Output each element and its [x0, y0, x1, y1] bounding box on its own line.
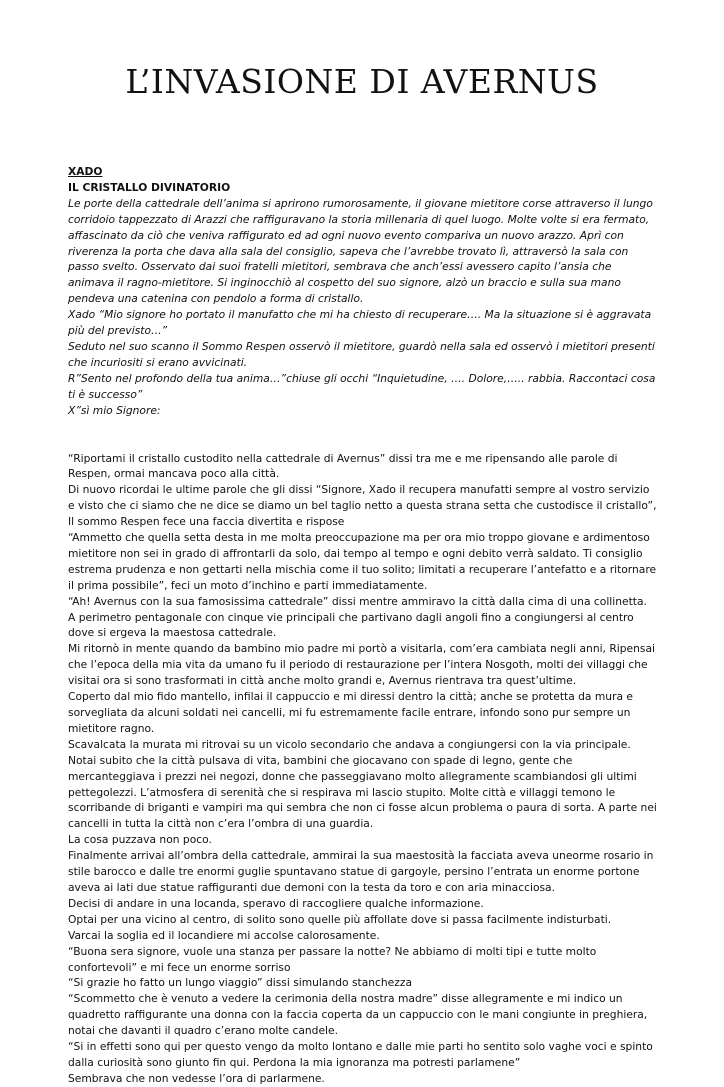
document-title: L’INVASIONE DI AVERNUS	[125, 62, 599, 101]
narrative-paragraph: “Scommetto che è venuto a vedere la cerimonia della nostra madre” disse allegramente e mi indico un quadretto raffigurante una donna con la faccia coperta da un cappuccio con le mani congiunte in preghiera, notai che davanti il quadro c’erano molte candele.	[68, 992, 648, 1038]
narrative-paragraph: “Si grazie ho fatto un lungo viaggio” dissi simulando stanchezza	[68, 976, 413, 990]
prologue-paragraph: Le porte della cattedrale dell’anima si aprirono rumorosamente, il giovane mietitore corse attraverso il lungo corridoio tappezzato di Arazzi che raffiguravano la storia millenaria di quel luogo. Molte volte si era fermato, affascinato da ciò che veniva raffigurato ed ad ogni nuovo evento compariva un nuovo arazzo. Aprì con riverenza la porta che dava alla sala del consiglio, sapeva che l’avrebbe trovato lì, attraversò la sala con passo svelto. Osservato dai suoi fratelli mietitori, sembrava che anch’essi avessero capito l’ansia che animava il ragno-mietitore. Si inginocchiò al cospetto del suo signore, alzò un braccio e sulla sua mano pendeva una catenina con pendolo a forma di cristallo.	[68, 196, 653, 306]
narrative-paragraph: Scavalcata la murata mi ritrovai su un vicolo secondario che andava a congiungersi con la via principale.	[68, 737, 631, 751]
section-spacer	[68, 419, 658, 451]
chapter-subtitle: IL CRISTALLO DIVINATORIO	[68, 180, 231, 194]
narrative-paragraph: La cosa puzzava non poco.	[68, 833, 212, 847]
narrative-paragraph: “Buona sera signore, vuole una stanza per passare la notte? Ne abbiamo di molti tipi e tutte molto confortevoli” e mi fece un enorme sorriso	[68, 944, 597, 974]
chapter-name: XADO	[68, 165, 103, 178]
document-body	[68, 164, 658, 1087]
narrative-paragraph: “Si in effetti sono qui per questo vengo da molto lontano e dalle mie parti ho sentito solo vaghe voci e spinto dalla curiosità sono giunto fin qui. Perdona la mia ignoranza ma potresti parlamene”	[68, 1040, 653, 1069]
narrative-paragraph: Coperto dal mio fido mantello, infilai il cappuccio e mi diressi dentro la città; anche se protetta da mura e sorvegliata da alcuni soldati nei cancelli, mi fu estremamente facile entrare, infondo sono pur sempre un mietitore ragno.	[68, 690, 633, 735]
prologue-paragraph: R”Sento nel profondo della tua anima…”chiuse gli occhi “Inquietudine, …. Dolore,….. rabbia. Raccontaci cosa ti è successo”	[68, 371, 656, 401]
narrative-paragraph: A perimetro pentagonale con cinque vie principali che partivano dagli angoli fino a congiungersi al centro dove si ergeva la maestosa cattedrale.	[68, 610, 634, 640]
narrative-paragraph: Sembrava che non vedesse l’ora di parlarmene.	[68, 1071, 325, 1085]
narrative-paragraph: “Ah! Avernus con la sua famosissima cattedrale” dissi mentre ammiravo la città dalla cima di una collinetta.	[68, 594, 647, 608]
prologue-paragraph: X”sì mio Signore:	[68, 403, 161, 417]
narrative-paragraph: Finalmente arrivai all’ombra della cattedrale, ammirai la sua maestosità la facciata aveva uneorme rosario in stile barocco e dalle tre enormi guglie spuntavano statue di gargoyle, persino l’entrata un enorme portone aveva ai lati due statue raffiguranti due demoni con la testa da toro e con aria minacciosa.	[68, 849, 654, 894]
prologue-paragraph: Xado “Mio signore ho portato il manufatto che mi ha chiesto di recuperare…. Ma la situazione si è aggravata più del previsto…”	[68, 308, 652, 338]
narrative-paragraph: Di nuovo ricordai le ultime parole che gli dissi “Signore, Xado il recupera manufatti sempre al vostro servizio e visto che ci siamo che ne dice se diamo un bel taglio netto a questa strana setta che custodisce il cristallo”, Il sommo Respen fece una faccia divertita e rispose	[68, 483, 657, 529]
prologue-paragraph: Seduto nel suo scanno il Sommo Respen osservò il mietitore, guardò nella sala ed osservò i mietitori presenti che incuriositi si erano avvicinati.	[68, 339, 655, 369]
narrative-paragraph: “Riportami il cristallo custodito nella cattedrale di Avernus” dissi tra me e me ripensando alle parole di Respen, ormai mancava poco alla città.	[68, 451, 618, 481]
narrative-paragraph: Varcai la soglia ed il locandiere mi accolse calorosamente.	[68, 928, 380, 942]
narrative-paragraph: Optai per una vicino al centro, di solito sono quelle più affollate dove si passa facilmente indisturbati.	[68, 912, 612, 926]
narrative-paragraph: Decisi di andare in una locanda, speravo di raccogliere qualche informazione.	[68, 896, 484, 910]
narrative-paragraph: “Ammetto che quella setta desta in me molta preoccupazione ma per ora mio troppo giovane e ardimentoso mietitore non sei in grado di affrontarli da solo, dai tempo al tempo e ogni debito verrà saldato. Ti consiglio estrema prudenza e non gettarti nella mischia come il tuo solito; limitati a recuperare l’antefatto e a ritornare il prima possibile”, feci un moto d’inchino e parti immediatamente.	[68, 531, 657, 592]
narrative-paragraph: Mi ritornò in mente quando da bambino mio padre mi portò a visitarla, com’era cambiata negli anni, Ripensai che l’epoca della mia vita da umano fu il periodo di restaurazione per l’intera Nosgoth, molti dei villaggi che visitai ora si sono trasformati in città anche molto grandi e, Avernus rientrava tra quest’ultime.	[68, 642, 655, 688]
narrative-paragraph: Notai subito che la città pulsava di vita, bambini che giocavano con spade di legno, gente che mercanteggiava i prezzi nei negozi, donne che passeggiavano molto allegramente scambiandosi gli ultimi pettegolezzi. L’atmosfera di serenità che si respirava mi lascio stupito. Molte città e villaggi temono le scorribande di briganti e vampiri ma qui sembra che non ci fosse alcun problema o paura di sorta. A parte nei cancelli in tutta la città non c’era l’ombra di una guardia.	[68, 753, 657, 831]
